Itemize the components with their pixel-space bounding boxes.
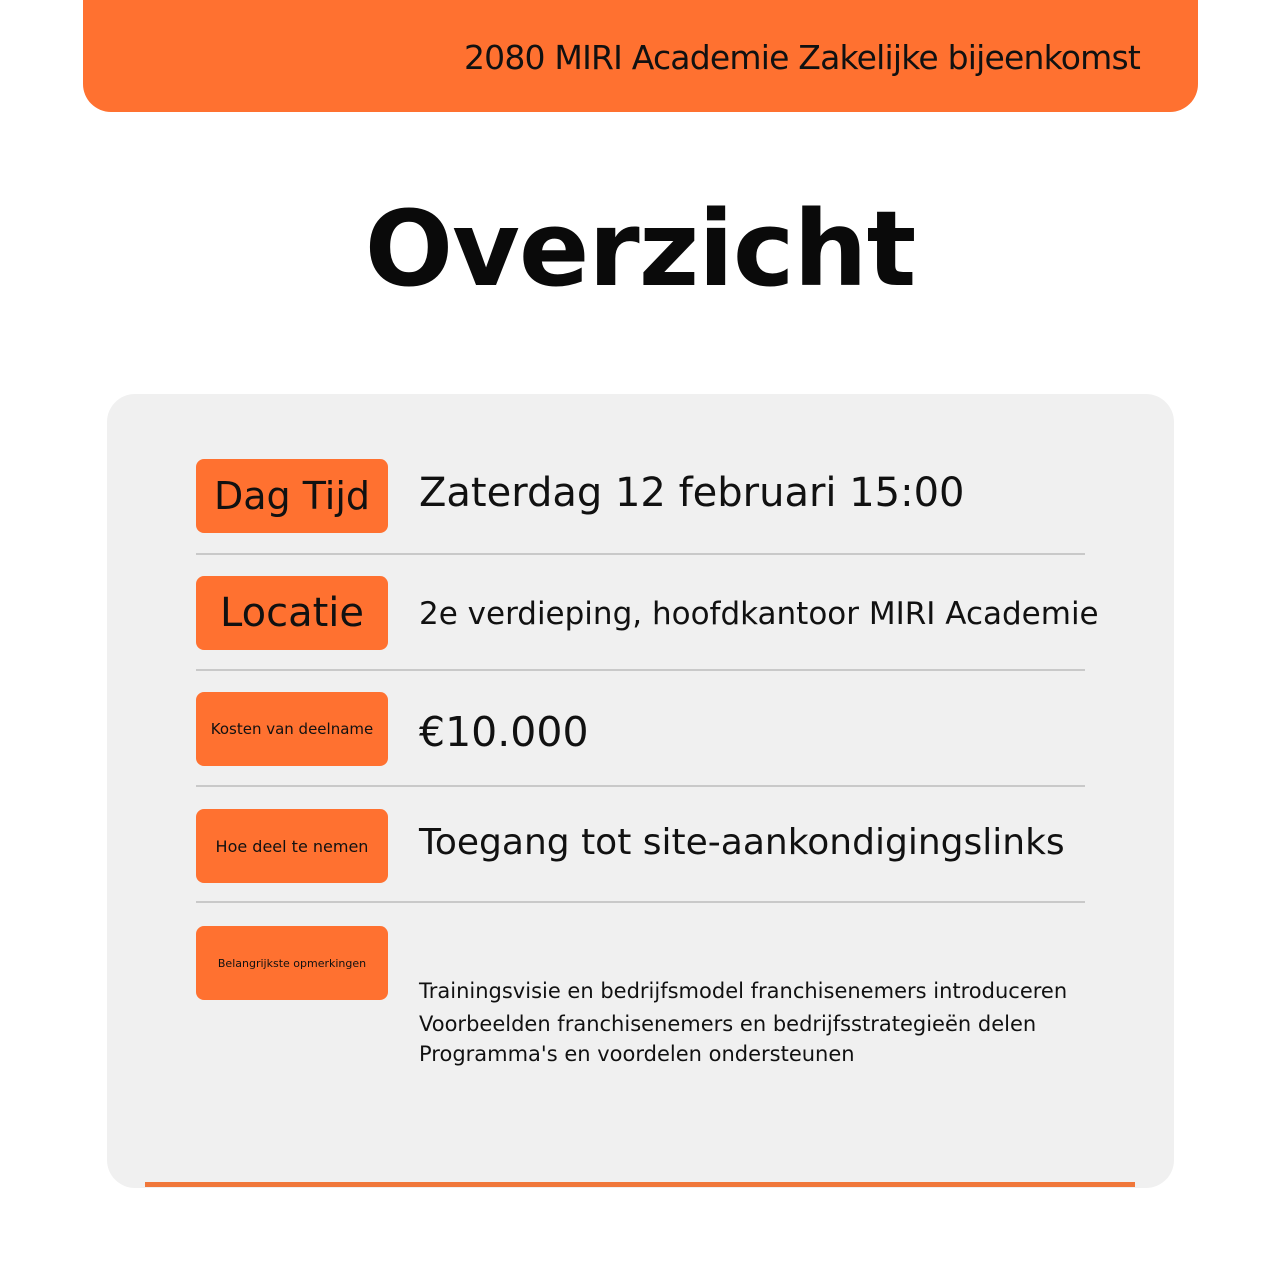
value-location: 2e verdieping, hoofdkantoor MIRI Academie	[419, 596, 1099, 632]
value-day-time: Zaterdag 12 februari 15:00	[419, 470, 965, 516]
value-how-to-join: Toegang tot site-aankondigingslinks	[419, 822, 1065, 863]
event-title: 2080 MIRI Academie Zakelijke bijeenkomst	[463, 38, 1140, 77]
bottom-accent-line	[145, 1182, 1135, 1187]
remark-item: Programma's en voordelen ondersteunen	[419, 1042, 855, 1066]
header-banner	[83, 0, 1198, 112]
divider	[196, 901, 1085, 903]
page-title: Overzicht	[364, 188, 916, 310]
label-cost: Kosten van deelname	[196, 692, 388, 766]
label-day-time: Dag Tijd	[196, 459, 388, 533]
divider	[196, 669, 1085, 671]
label-location: Locatie	[196, 576, 388, 650]
remark-item: Trainingsvisie en bedrijfsmodel franchisenemers introduceren	[419, 979, 1068, 1003]
remark-item: Voorbeelden franchisenemers en bedrijfsstrategieën delen	[419, 1012, 1037, 1036]
divider	[196, 553, 1085, 555]
label-how-to-join: Hoe deel te nemen	[196, 809, 388, 883]
divider	[196, 785, 1085, 787]
label-key-remarks: Belangrijkste opmerkingen	[196, 926, 388, 1000]
remarks-list	[419, 975, 1067, 1071]
value-cost: €10.000	[419, 708, 589, 756]
